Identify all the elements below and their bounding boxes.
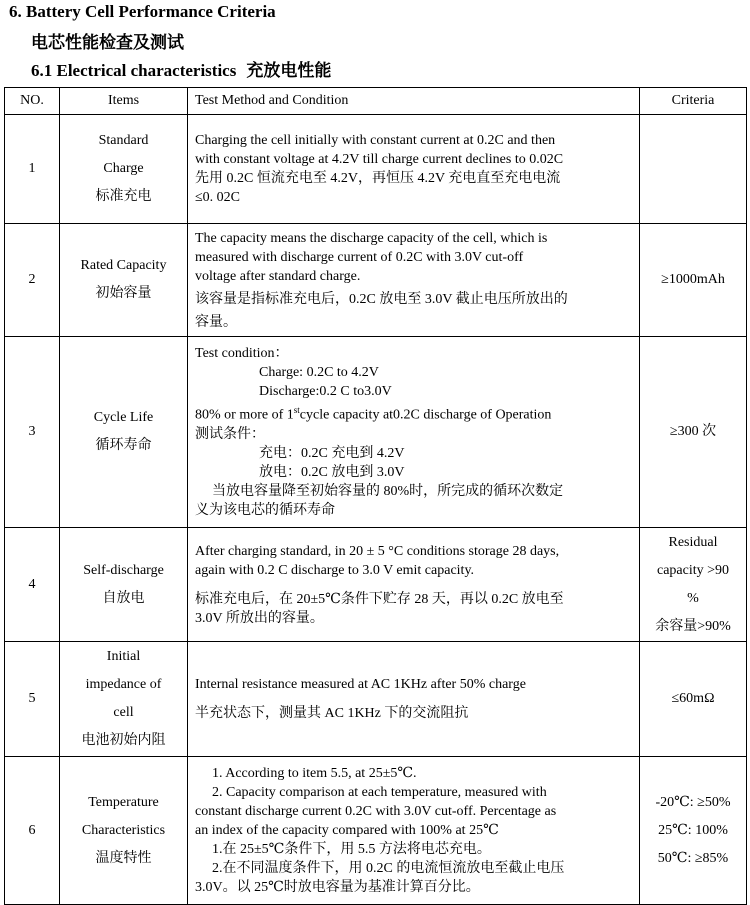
electrical-characteristics-table bbox=[4, 87, 747, 905]
criteria-line: capacity >90 bbox=[656, 562, 730, 578]
method-line: with constant voltage at 4.2V till charge current declines to 0.02C bbox=[195, 152, 564, 167]
row-criteria bbox=[640, 642, 747, 757]
method-line: Internal resistance measured at AC 1KHz after 50% charge bbox=[195, 677, 526, 692]
method-line: After charging standard, in 20 ± 5 °C conditions storage 28 days, bbox=[195, 543, 560, 559]
criteria-line: 50℃: ≥85% bbox=[657, 850, 729, 866]
item-line: cell bbox=[113, 705, 134, 720]
criteria-line: 余容量>90% bbox=[655, 618, 731, 634]
method-line: 半充状态下，测量其 AC 1KHz 下的交流阻抗 bbox=[195, 706, 469, 721]
item-line: Initial bbox=[106, 649, 141, 664]
row-criteria bbox=[640, 337, 747, 528]
table-header-row bbox=[5, 88, 747, 115]
row-criteria bbox=[640, 757, 747, 905]
method-line: ≤0. 02C bbox=[195, 190, 241, 205]
method-line: 容量。 bbox=[195, 314, 237, 330]
row-criteria bbox=[640, 224, 747, 337]
criteria-line: -20℃: ≥50% bbox=[655, 794, 731, 810]
row-number: 5 bbox=[5, 642, 60, 757]
method-line: Charge: 0.2C to 4.2V bbox=[259, 365, 379, 381]
item-line: Charge bbox=[103, 161, 144, 176]
item-line: 自放电 bbox=[102, 590, 145, 606]
table-row bbox=[5, 757, 747, 905]
method-line bbox=[195, 401, 631, 425]
method-line: The capacity means the discharge capacity of the cell, which is bbox=[195, 230, 548, 246]
row-item bbox=[60, 757, 188, 905]
item-line: Rated Capacity bbox=[80, 258, 167, 273]
criteria-line: ≥1000mAh bbox=[661, 272, 725, 287]
item-line: 循环寿命 bbox=[95, 438, 152, 453]
row-method bbox=[188, 528, 640, 642]
table-row bbox=[5, 642, 747, 757]
row-number: 6 bbox=[5, 757, 60, 905]
method-line: 该容量是指标准充电后，0.2C 放电至 3.0V 截止电压所放出的 bbox=[195, 291, 568, 307]
row-item bbox=[60, 642, 188, 757]
item-line: Cycle Life bbox=[93, 410, 154, 425]
method-line: 放电：0.2C 放电到 3.0V bbox=[259, 464, 405, 480]
item-line: Temperature bbox=[88, 794, 159, 810]
method-line: 义为该电芯的循环寿命 bbox=[195, 502, 335, 518]
method-line: 2. Capacity comparison at each temperature, measured with bbox=[212, 785, 547, 800]
item-line: Standard bbox=[98, 133, 149, 148]
row-item bbox=[60, 115, 188, 224]
method-line: again with 0.2 C discharge to 3.0 V emit capacity. bbox=[195, 562, 475, 578]
section-title: 6. Battery Cell Performance Criteria bbox=[9, 2, 276, 21]
row-number: 3 bbox=[5, 337, 60, 528]
subsection-title bbox=[31, 56, 331, 81]
method-line: 2.在不同温度条件下，用 0.2C 的电流恒流放电至截止电压 bbox=[212, 861, 565, 876]
table-row bbox=[5, 115, 747, 224]
table-row bbox=[5, 337, 747, 528]
item-line: Characteristics bbox=[81, 822, 166, 838]
ordinal-superscript: st bbox=[293, 405, 300, 416]
row-number: 4 bbox=[5, 528, 60, 642]
method-text: 80% or more of 1 bbox=[195, 407, 294, 423]
item-line: 初始容量 bbox=[95, 286, 152, 301]
table-row bbox=[5, 224, 747, 337]
row-item bbox=[60, 224, 188, 337]
row-criteria bbox=[640, 115, 747, 224]
header-no: NO. bbox=[5, 88, 60, 115]
item-line: 温度特性 bbox=[95, 850, 152, 866]
criteria-line: 25℃: 100% bbox=[658, 822, 728, 838]
row-item bbox=[60, 337, 188, 528]
method-line: 充电：0.2C 充电到 4.2V bbox=[259, 445, 405, 461]
method-line: voltage after standard charge. bbox=[195, 268, 361, 284]
subsection-title-cn: 充放电性能 bbox=[246, 61, 332, 80]
method-line: 先用 0.2C 恒流充电至 4.2V，再恒压 4.2V 充电直至充电电流 bbox=[195, 171, 561, 186]
criteria-line: ≤60mΩ bbox=[671, 691, 715, 706]
row-method bbox=[188, 224, 640, 337]
table-row bbox=[5, 528, 747, 642]
method-line: Discharge:0.2 C to3.0V bbox=[259, 384, 392, 400]
row-item bbox=[60, 528, 188, 642]
criteria-line: ≥300 次 bbox=[669, 424, 717, 439]
row-number: 1 bbox=[5, 115, 60, 224]
method-line: Charging the cell initially with constant current at 0.2C and then bbox=[195, 133, 556, 148]
header-method: Test Method and Condition bbox=[188, 88, 640, 115]
method-line: 1.在 25±5℃条件下，用 5.5 方法将电芯充电。 bbox=[212, 842, 491, 857]
method-line: 3.0V 所放出的容量。 bbox=[195, 610, 324, 626]
method-line: an index of the capacity compared with 100% at 25℃ bbox=[195, 823, 499, 838]
row-method bbox=[188, 115, 640, 224]
header-items: Items bbox=[60, 88, 188, 115]
row-method bbox=[188, 642, 640, 757]
method-line: 1. According to item 5.5, at 25±5℃. bbox=[212, 766, 417, 781]
criteria-line: % bbox=[687, 590, 699, 606]
item-line: 电池初始内阻 bbox=[81, 733, 166, 748]
row-method bbox=[188, 757, 640, 905]
item-line: Self-discharge bbox=[83, 562, 164, 578]
item-line: 标准充电 bbox=[95, 189, 152, 204]
method-line: 当放电容量降至初始容量的 80%时，所完成的循环次数定 bbox=[212, 483, 564, 499]
method-line: 测试条件： bbox=[195, 426, 265, 442]
method-text: cycle capacity at0.2C discharge of Operation bbox=[299, 407, 552, 423]
section-title-cn: 电芯性能检查及测试 bbox=[31, 33, 184, 52]
method-line: 标准充电后，在 20±5℃条件下贮存 28 天，再以 0.2C 放电至 bbox=[195, 591, 564, 607]
row-method bbox=[188, 337, 640, 528]
method-line: Test condition： bbox=[195, 346, 289, 362]
header-criteria: Criteria bbox=[640, 88, 747, 115]
row-number: 2 bbox=[5, 224, 60, 337]
criteria-line: Residual bbox=[668, 534, 718, 550]
method-line: constant discharge current 0.2C with 3.0V cut-off. Percentage as bbox=[195, 804, 557, 819]
item-line: impedance of bbox=[85, 677, 162, 692]
row-criteria bbox=[640, 528, 747, 642]
method-line: measured with discharge current of 0.2C with 3.0V cut-off bbox=[195, 249, 524, 265]
method-line: 3.0V。以 25℃时放电容量为基准计算百分比。 bbox=[195, 880, 480, 895]
subsection-title-en: 6.1 Electrical characteristics bbox=[31, 61, 237, 80]
